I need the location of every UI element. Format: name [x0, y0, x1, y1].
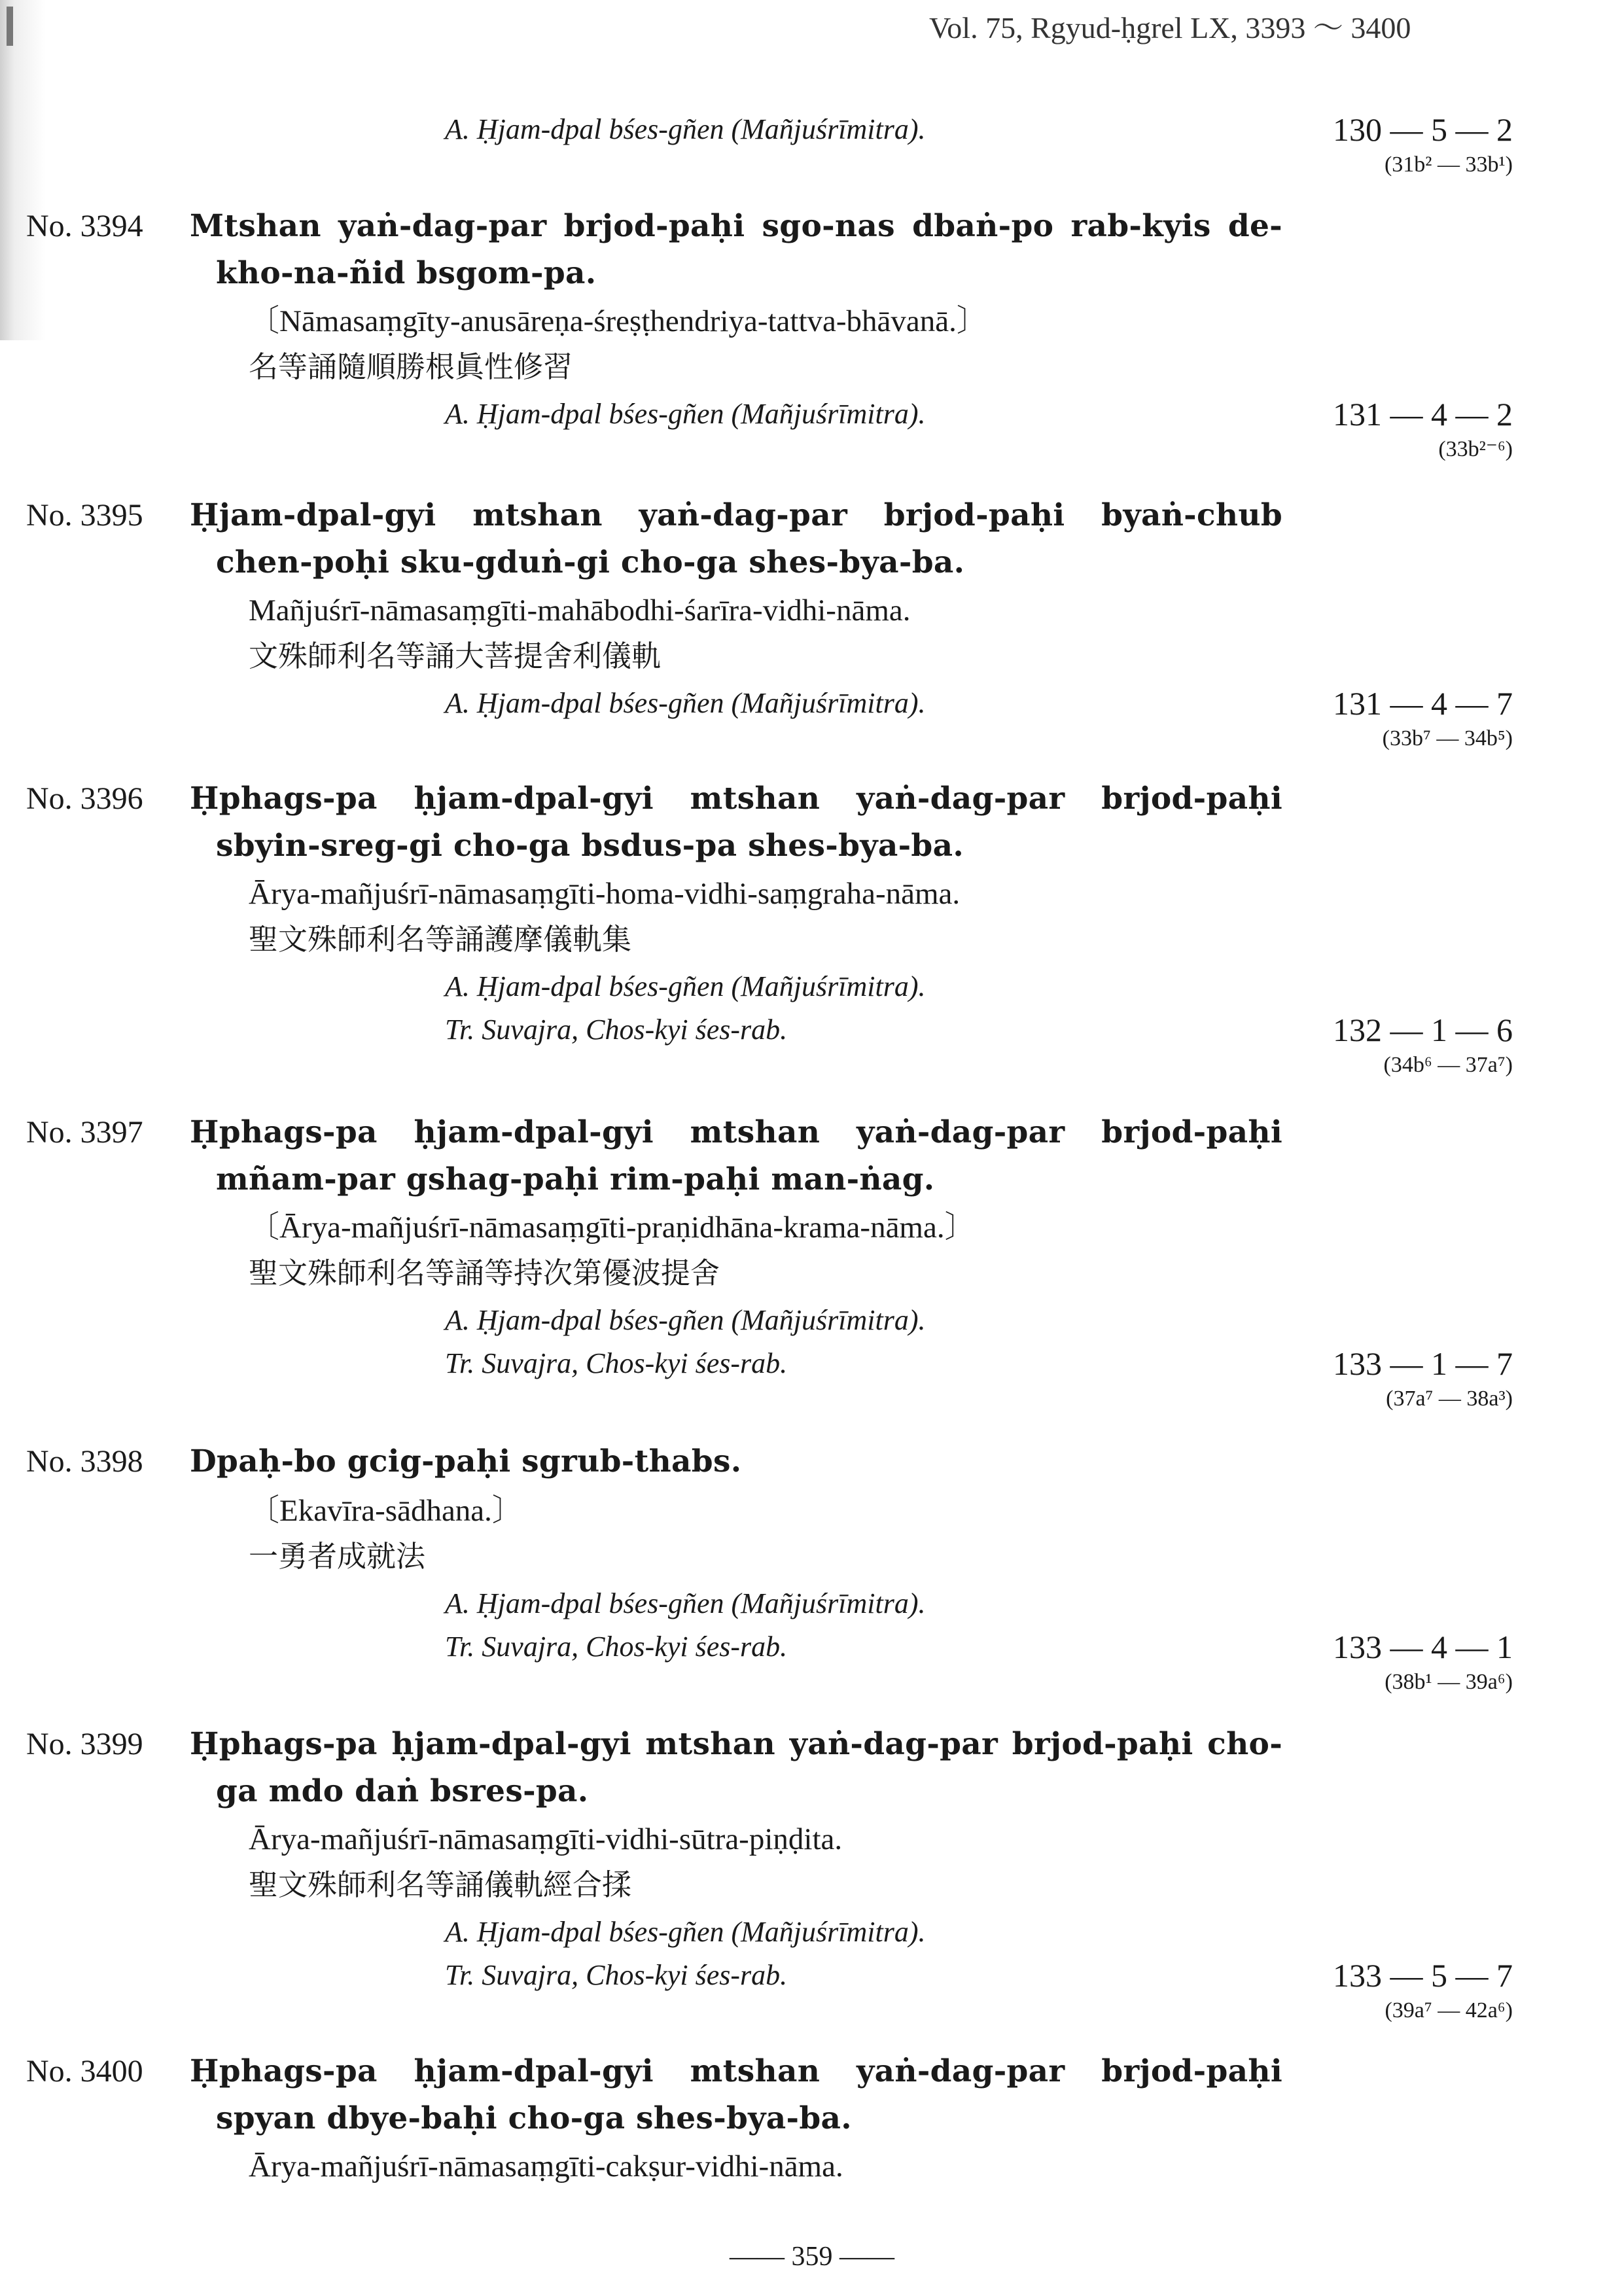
entry-number: No. 3399	[26, 1727, 143, 1761]
entry-title: Ḥjam-dpal-gyi mtshan yaṅ-dag-par brjod-paḥi byaṅ-chub chen-poḥi sku-gduṅ-gi cho-ga shes-bya-ba.	[190, 497, 1282, 580]
running-head: Vol. 75, Rgyud-ḥgrel LX, 3393 ～ 3400	[929, 11, 1411, 44]
entry-author: A. Ḥjam-dpal bśes-gñen (Mañjuśrīmitra).	[445, 1916, 926, 1948]
entry-title: Ḥphags-pa ḥjam-dpal-gyi mtshan yaṅ-dag-par brjod-paḥi mñam-par gshag-paḥi rim-paḥi man-ṅag.	[190, 1114, 1282, 1197]
entry-sanskrit: 〔Nāmasaṃgīty-anusāreṇa-śreṣṭhendriya-tattva-bhāvanā.〕	[249, 304, 987, 338]
entry-sanskrit: Ārya-mañjuśrī-nāmasaṃgīti-cakṣur-vidhi-nāma.	[249, 2149, 843, 2183]
entry-author: A. Ḥjam-dpal bśes-gñen (Mañjuśrīmitra).	[445, 687, 926, 719]
entry-folio: (33b²⁻⁶)	[1438, 437, 1513, 461]
entry-translator: Tr. Suvajra, Chos-kyi śes-rab.	[445, 1959, 788, 1991]
entry-folio: (37a⁷ — 38a³)	[1386, 1386, 1513, 1411]
entry-sanskrit: Mañjuśrī-nāmasaṃgīti-mahābodhi-śarīra-vidhi-nāma.	[249, 593, 911, 627]
binding-shadow	[0, 0, 46, 340]
page-number: —— 359 ——	[730, 2242, 894, 2272]
entry-author: A. Ḥjam-dpal bśes-gñen (Mañjuśrīmitra).	[445, 1587, 926, 1619]
entry-sanskrit: Ārya-mañjuśrī-nāmasaṃgīti-homa-vidhi-saṃgraha-nāma.	[249, 877, 961, 911]
entry-folio: (31b² — 33b¹)	[1384, 152, 1513, 177]
entry-chinese: 文殊師利名等誦大菩提舍利儀軌	[249, 639, 662, 673]
entry-author: A. Ḥjam-dpal bśes-gñen (Mañjuśrīmitra).	[445, 113, 926, 145]
entry-number: No. 3400	[26, 2054, 143, 2089]
entry-folio: (38b¹ — 39a⁶)	[1385, 1670, 1513, 1694]
entry-chinese: 聖文殊師利名等誦儀軌經合揉	[249, 1867, 632, 1902]
entry-translator: Tr. Suvajra, Chos-kyi śes-rab.	[445, 1014, 788, 1046]
entry-location: 130 — 5 — 2	[1333, 111, 1513, 148]
entry-number: No. 3395	[26, 498, 143, 533]
entry-number: No. 3398	[26, 1444, 143, 1479]
entry-author: A. Ḥjam-dpal bśes-gñen (Mañjuśrīmitra).	[445, 398, 926, 430]
entry-folio: (39a⁷ — 42a⁶)	[1385, 1998, 1513, 2022]
entry-chinese: 一勇者成就法	[249, 1539, 426, 1574]
entry-number: No. 3394	[26, 209, 143, 243]
entry-title: Mtshan yaṅ-dag-par brjod-paḥi sgo-nas dbaṅ-po rab-kyis de-kho-na-ñid bsgom-pa.	[190, 208, 1282, 291]
entry-title: Ḥphags-pa ḥjam-dpal-gyi mtshan yaṅ-dag-par brjod-paḥi spyan dbye-baḥi cho-ga shes-bya-ba.	[190, 2053, 1282, 2136]
entry-folio: (33b⁷ — 34b⁵)	[1382, 726, 1513, 751]
entry-sanskrit: Ārya-mañjuśrī-nāmasaṃgīti-vidhi-sūtra-piṇḍita.	[249, 1822, 843, 1856]
entry-chinese: 聖文殊師利名等誦護摩儀軌集	[249, 922, 632, 957]
entry-location: 131 — 4 — 2	[1333, 396, 1513, 433]
entry-location: 133 — 5 — 7	[1333, 1957, 1513, 1994]
entry-chinese: 名等誦隨順勝根眞性修習	[249, 349, 573, 384]
entry-title: Ḥphags-pa ḥjam-dpal-gyi mtshan yaṅ-dag-par brjod-paḥi cho-ga mdo daṅ bsres-pa.	[190, 1726, 1282, 1809]
entry-translator: Tr. Suvajra, Chos-kyi śes-rab.	[445, 1347, 788, 1379]
entry-title: Dpaḥ-bo gcig-paḥi sgrub-thabs.	[190, 1443, 742, 1479]
entry-author: A. Ḥjam-dpal bśes-gñen (Mañjuśrīmitra).	[445, 1304, 926, 1336]
entry-sanskrit: 〔Ārya-mañjuśrī-nāmasaṃgīti-praṇidhāna-krama-nāma.〕	[249, 1210, 976, 1245]
entry-number: No. 3397	[26, 1115, 143, 1150]
entry-sanskrit: 〔Ekavīra-sādhana.〕	[249, 1494, 523, 1528]
entry-folio: (34b⁶ — 37a⁷)	[1383, 1053, 1513, 1077]
entry-author: A. Ḥjam-dpal bśes-gñen (Mañjuśrīmitra).	[445, 970, 926, 1002]
entry-location: 133 — 4 — 1	[1333, 1629, 1513, 1665]
entry-number: No. 3396	[26, 781, 143, 816]
entry-location: 133 — 1 — 7	[1333, 1345, 1513, 1382]
entry-translator: Tr. Suvajra, Chos-kyi śes-rab.	[445, 1631, 788, 1663]
entry-location: 131 — 4 — 7	[1333, 685, 1513, 722]
entry-chinese: 聖文殊師利名等誦等持次第優波提舍	[249, 1256, 720, 1290]
entry-title: Ḥphags-pa ḥjam-dpal-gyi mtshan yaṅ-dag-par brjod-paḥi sbyin-sreg-gi cho-ga bsdus-pa shes-bya-ba.	[190, 781, 1282, 864]
entry-location: 132 — 1 — 6	[1333, 1012, 1513, 1048]
